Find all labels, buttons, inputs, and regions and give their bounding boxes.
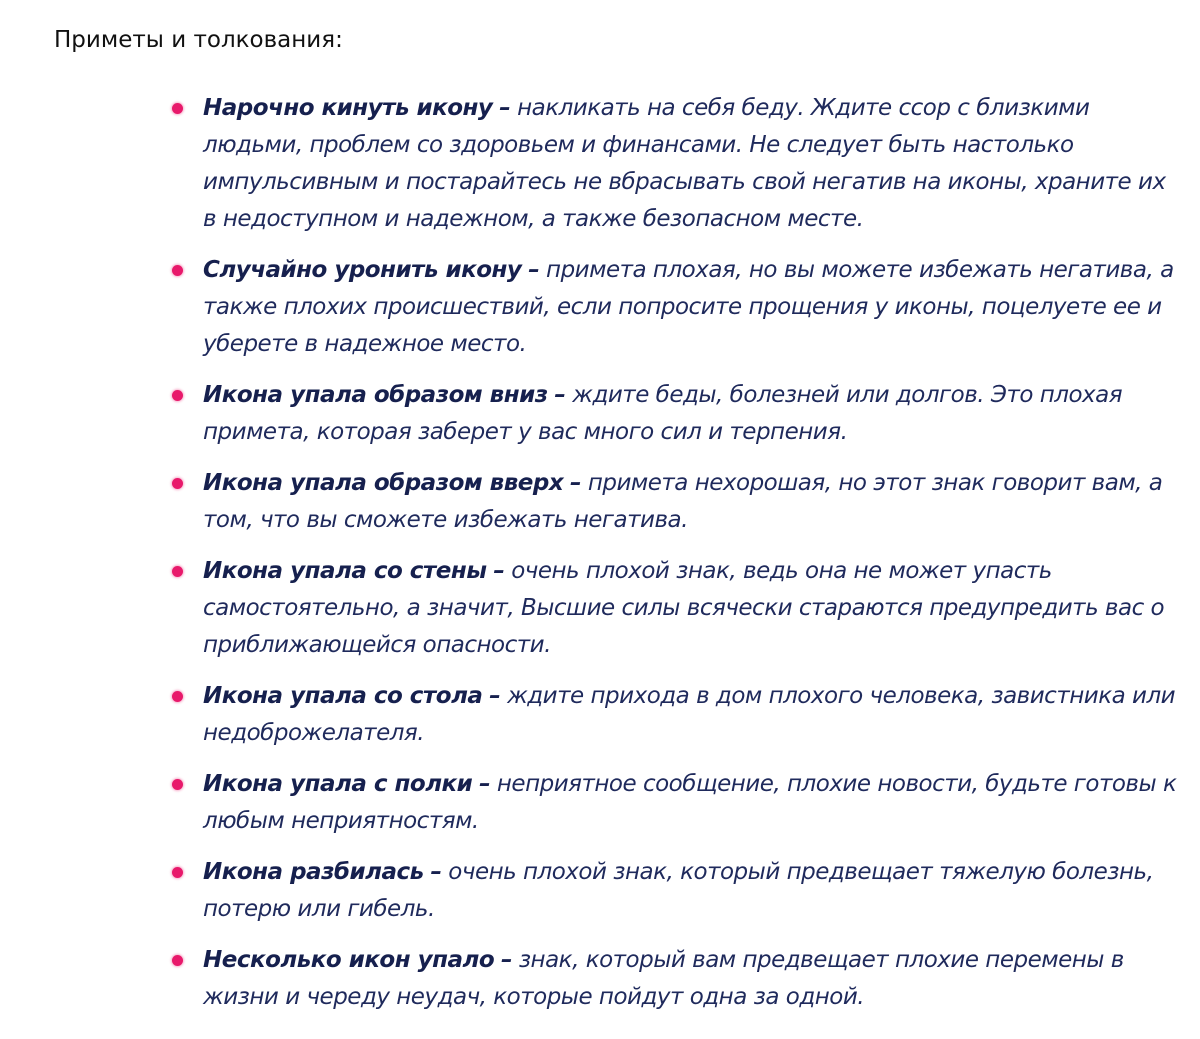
item-term: Икона упала с полки: [203, 771, 473, 797]
item-description: знак, который вам предвещает плохие перемены в жизни и череду неудач, которые пойдут одна за одной.: [203, 947, 1124, 1010]
item-dash: –: [430, 859, 442, 885]
item-term: Икона упала образом вверх: [203, 470, 564, 496]
item-term: Случайно уронить икону: [203, 257, 522, 283]
list-item: [172, 252, 1182, 363]
item-term: Нарочно кинуть икону: [203, 95, 493, 121]
item-dash: –: [489, 683, 501, 709]
bullet-icon: [172, 955, 183, 966]
bullet-icon: [172, 265, 183, 276]
page-title: Приметы и толкования:: [54, 27, 343, 53]
list-item: [172, 465, 1182, 539]
bullet-icon: [172, 103, 183, 114]
item-description: примета нехорошая, но этот знак говорит вам, а том, что вы сможете избежать негатива.: [203, 470, 1163, 533]
list-item: [172, 766, 1182, 840]
item-description: ждите прихода в дом плохого человека, завистника или недоброжелателя.: [203, 683, 1176, 746]
list-item: [172, 678, 1182, 752]
item-dash: –: [528, 257, 540, 283]
list-item: [172, 854, 1182, 928]
item-dash: –: [479, 771, 491, 797]
bullet-icon: [172, 390, 183, 401]
item-term: Икона упала образом вниз: [203, 382, 548, 408]
item-dash: –: [501, 947, 512, 973]
item-description: очень плохой знак, который предвещает тяжелую болезнь, потерю или гибель.: [203, 859, 1154, 922]
list-item: [172, 377, 1182, 451]
item-dash: –: [570, 470, 581, 496]
item-term: Икона упала со стены: [203, 558, 487, 584]
bullet-icon: [172, 566, 183, 577]
item-term: Несколько икон упало: [203, 947, 495, 973]
list-item: [172, 553, 1182, 664]
bullet-icon: [172, 478, 183, 489]
item-description: неприятное сообщение, плохие новости, будьте готовы к любым неприятностям.: [203, 771, 1177, 834]
item-dash: –: [493, 558, 505, 584]
bullet-icon: [172, 867, 183, 878]
item-description: накликать на себя беду. Ждите ссор с близкими людьми, проблем со здоровьем и финансами. Не следует быть настолько импульсивным и постарайтесь не вбрасывать свой негатив на иконы, храните их в недоступном и надежном, а также безопасном месте.: [203, 95, 1166, 232]
omens-list: [172, 90, 1182, 1030]
item-description: очень плохой знак, ведь она не может упасть самостоятельно, а значит, Высшие силы всячески стараются предупредить вас о приближающейся опасности.: [203, 558, 1165, 658]
item-term: Икона упала со стола: [203, 683, 483, 709]
item-dash: –: [554, 382, 566, 408]
item-description: ждите беды, болезней или долгов. Это плохая примета, которая заберет у вас много сил и терпения.: [203, 382, 1123, 445]
bullet-icon: [172, 691, 183, 702]
item-dash: –: [499, 95, 511, 121]
list-item: [172, 942, 1182, 1016]
list-item: [172, 90, 1182, 238]
item-term: Икона разбилась: [203, 859, 424, 885]
bullet-icon: [172, 779, 183, 790]
item-description: примета плохая, но вы можете избежать негатива, а также плохих происшествий, если попросите прощения у иконы, поцелуете ее и уберете в надежное место.: [203, 257, 1174, 357]
